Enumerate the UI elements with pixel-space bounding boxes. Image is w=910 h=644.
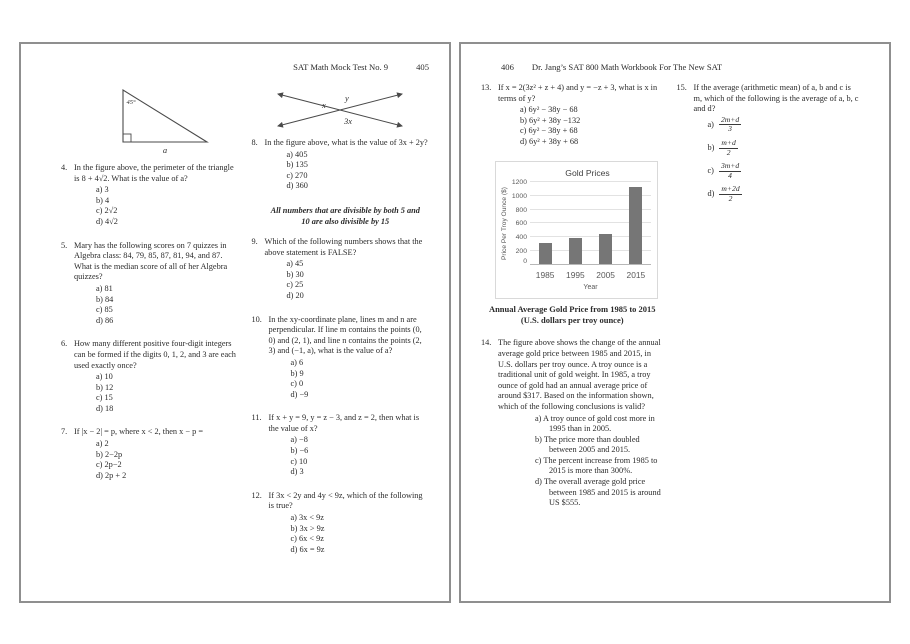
option-d: d) 6y² + 38y + 68 bbox=[520, 136, 579, 146]
option-c: c) 2p−2 bbox=[96, 460, 122, 470]
question-text: How many different positive four-digit integers can be formed if the digits 0, 1, 2, and 3 are each used exactly once? bbox=[74, 339, 236, 370]
question-14 bbox=[481, 338, 664, 509]
x-axis-title: Year bbox=[583, 283, 598, 291]
y-tick-label: 800 bbox=[515, 206, 527, 214]
right-page-column-1 bbox=[481, 83, 664, 522]
question-number: 5. bbox=[61, 240, 68, 250]
option-b: b) 135 bbox=[286, 160, 308, 170]
angle-y-label: y bbox=[345, 93, 350, 103]
option-a: a) 10 bbox=[96, 372, 113, 382]
fraction-denominator: 2 bbox=[728, 193, 733, 203]
x-tick-label: 2005 bbox=[596, 270, 615, 281]
question-5 bbox=[61, 241, 239, 327]
triangle-shape bbox=[123, 90, 207, 142]
question-number: 15. bbox=[676, 83, 687, 92]
chart-y-axis bbox=[510, 179, 530, 266]
bar-2005 bbox=[599, 234, 612, 264]
option-c: c) 15 bbox=[96, 393, 113, 403]
question-number: 10. bbox=[251, 314, 262, 324]
option-label: d) bbox=[707, 189, 715, 199]
option-a: a) 3x < 9z bbox=[290, 513, 324, 523]
options bbox=[74, 439, 239, 481]
option-c bbox=[694, 162, 860, 180]
option-a: a) 405 bbox=[286, 149, 308, 159]
chart-x-labels bbox=[530, 270, 651, 281]
fraction-denominator: 4 bbox=[728, 170, 732, 180]
bar-1985 bbox=[539, 243, 552, 265]
fraction-denominator: 3 bbox=[728, 124, 732, 134]
right-page-header bbox=[501, 62, 859, 72]
fraction-denominator: 2 bbox=[726, 147, 731, 157]
option-d: d) 6x = 9z bbox=[290, 544, 325, 554]
question-text: The figure above shows the change of the annual average gold price between 1985 and 2015, in U.S. dollars per troy ounce. A troy ounce is a traditional unit of gold weight. In 1985, a troy ounce of gold had an annual average price of around $317. Based on the information shown, which of the following conclusions is valid? bbox=[498, 338, 661, 411]
question-number: 14. bbox=[481, 338, 492, 348]
options bbox=[498, 414, 664, 509]
angle-x-label: x bbox=[322, 100, 327, 110]
option-label: a) bbox=[707, 119, 714, 129]
option-a: a) −8 bbox=[290, 435, 308, 445]
option-a: a) 6y² − 38y − 68 bbox=[520, 105, 578, 115]
option-d: d) 3 bbox=[290, 467, 304, 477]
option-d: d) 2p + 2 bbox=[96, 470, 127, 480]
question-number: 13. bbox=[481, 83, 492, 92]
fraction bbox=[719, 185, 741, 203]
question-text: If |x − 2| = p, where x < 2, then x − p = bbox=[74, 427, 204, 437]
option-c: c) 6y² − 38y + 68 bbox=[520, 126, 578, 136]
question-6 bbox=[61, 339, 239, 414]
options bbox=[269, 435, 430, 477]
question-number: 8. bbox=[251, 138, 258, 147]
question-9 bbox=[252, 237, 430, 302]
option-a: a) 2 bbox=[96, 439, 109, 449]
question-text: If the average (arithmetic mean) of a, b and c is m, which of the following is the average of a, b, c and d? bbox=[693, 83, 859, 114]
question-number: 7. bbox=[61, 427, 68, 437]
option-c: c) 270 bbox=[286, 170, 308, 180]
right-angle-mark bbox=[123, 134, 131, 142]
option-d: d) 20 bbox=[286, 290, 304, 300]
option-b: b) 9 bbox=[290, 368, 304, 378]
y-axis-title: Price Per Troy Ounce ($) bbox=[501, 187, 508, 261]
x-tick-label: 2015 bbox=[626, 270, 646, 281]
options bbox=[74, 185, 239, 227]
running-title: SAT Math Mock Test No. 9 bbox=[293, 62, 389, 72]
fraction-numerator: m+d bbox=[721, 137, 736, 147]
fraction-numerator: 3m+d bbox=[720, 161, 740, 171]
question-4 bbox=[61, 163, 239, 228]
option-d: d) 360 bbox=[286, 181, 308, 191]
right-page bbox=[459, 42, 891, 603]
option-b: b) 6y² + 38y −132 bbox=[520, 115, 581, 125]
question-text: Which of the following numbers shows that the above statement is FALSE? bbox=[264, 236, 423, 257]
page-number: 405 bbox=[416, 62, 429, 72]
x-tick-label: 1995 bbox=[566, 270, 585, 281]
y-tick-label: 400 bbox=[515, 233, 527, 241]
question-text: If x = 2(3z² + z + 4) and y = −z + 3, what is x in terms of y? bbox=[498, 83, 658, 103]
option-a: a) A troy ounce of gold cost more in 1995 than in 2005. bbox=[535, 413, 655, 434]
divisibility-statement: All numbers that are divisible by both 5 and 10 are also divisible by 15 bbox=[270, 205, 420, 226]
y-tick-label: 1200 bbox=[511, 179, 527, 187]
question-11 bbox=[252, 413, 430, 478]
options bbox=[269, 358, 430, 400]
question-text: If 3x < 2y and 4y < 9z, which of the following is true? bbox=[268, 490, 423, 511]
question-number: 12. bbox=[251, 490, 262, 500]
option-d: d) 18 bbox=[96, 403, 114, 413]
gold-prices-chart bbox=[495, 161, 658, 300]
option-a: a) 3 bbox=[96, 185, 109, 195]
fraction-numerator: m+2d bbox=[721, 184, 740, 194]
angle-3x-label: 3x bbox=[344, 116, 353, 126]
option-label: c) bbox=[707, 165, 714, 175]
y-tick-label: 0 bbox=[523, 258, 527, 266]
left-page-header bbox=[61, 62, 429, 72]
option-a bbox=[694, 116, 860, 134]
fraction bbox=[719, 162, 741, 180]
left-page bbox=[19, 42, 451, 603]
fraction bbox=[719, 116, 741, 134]
y-tick-label: 600 bbox=[515, 220, 527, 228]
question-13 bbox=[481, 83, 664, 148]
question-8 bbox=[252, 138, 430, 192]
option-b: b) The price more than doubled between 2005 and 2015. bbox=[535, 434, 640, 455]
question-number: 11. bbox=[251, 413, 262, 423]
bar-1995 bbox=[569, 238, 582, 264]
left-page-column-2 bbox=[252, 83, 430, 568]
question-10 bbox=[252, 315, 430, 401]
option-b: b) 4 bbox=[96, 195, 110, 205]
question-7 bbox=[61, 427, 239, 481]
question-number: 9. bbox=[251, 236, 258, 246]
option-c: c) 25 bbox=[286, 280, 304, 290]
x-tick-label: 1985 bbox=[535, 270, 555, 281]
option-c: c) The percent increase from 1985 to 2015 is more than 300%. bbox=[535, 455, 658, 476]
option-b bbox=[694, 139, 860, 157]
fraction bbox=[719, 139, 737, 157]
y-tick-label: 200 bbox=[515, 247, 527, 255]
option-c: c) 0 bbox=[290, 379, 304, 389]
question-number: 6. bbox=[61, 339, 68, 349]
options bbox=[269, 513, 430, 555]
question-text: Mary has the following scores on 7 quizzes in Algebra class: 84, 79, 85, 87, 81, 94, and 87. What is the median score of all of her Algebra quizzes? bbox=[74, 240, 228, 282]
options bbox=[74, 284, 239, 326]
option-d bbox=[694, 185, 860, 203]
base-label: a bbox=[162, 145, 167, 155]
option-c: c) 2√2 bbox=[96, 206, 118, 216]
left-page-column-1 bbox=[61, 83, 239, 568]
angle-label: 45° bbox=[126, 99, 136, 106]
options bbox=[265, 150, 430, 192]
options bbox=[694, 116, 860, 204]
options bbox=[265, 259, 430, 301]
option-a: a) 6 bbox=[290, 357, 304, 367]
question-text: If x + y = 9, y = z − 3, and z = 2, then what is the value of x? bbox=[268, 413, 420, 433]
question-12 bbox=[252, 491, 430, 556]
question-text: In the xy-coordinate plane, lines m and n are perpendicular. If line m contains the points (0, 0) and (2, 1), and line n contains the points (2, 3) and (−1, a), what is the value of a? bbox=[268, 314, 422, 356]
option-b: b) 84 bbox=[96, 294, 114, 304]
option-d: d) The overall average gold price between 1985 and 2015 is around US $555. bbox=[535, 477, 661, 508]
question-15 bbox=[677, 83, 860, 209]
option-c: c) 6x < 9z bbox=[290, 534, 324, 544]
option-label: b) bbox=[707, 142, 715, 152]
triangle-figure bbox=[85, 84, 215, 156]
option-c: c) 85 bbox=[96, 305, 113, 315]
right-page-column-2 bbox=[677, 83, 860, 522]
question-text: In the figure above, the perimeter of the triangle is 8 + 4√2. What is the value of a? bbox=[74, 163, 234, 183]
option-b: b) 30 bbox=[286, 269, 304, 279]
option-b: b) 2−2p bbox=[96, 449, 123, 459]
crossing-lines-figure bbox=[265, 83, 415, 135]
bar-2015 bbox=[629, 187, 642, 264]
options bbox=[498, 105, 664, 147]
question-text: In the figure above, what is the value of 3x + 2y? bbox=[264, 138, 428, 147]
question-number: 4. bbox=[61, 163, 68, 172]
chart-plot bbox=[530, 183, 651, 265]
option-d: d) 4√2 bbox=[96, 216, 118, 226]
options bbox=[74, 372, 239, 414]
fraction-numerator: 2m+d bbox=[720, 114, 740, 124]
option-a: a) 45 bbox=[286, 259, 304, 269]
chart-caption: Annual Average Gold Price from 1985 to 2015 (U.S. dollars per troy ounce) bbox=[488, 304, 656, 326]
running-title: Dr. Jang’s SAT 800 Math Workbook For The New SAT bbox=[531, 62, 723, 72]
option-b: b) −6 bbox=[290, 446, 309, 456]
option-b: b) 3x > 9z bbox=[290, 523, 325, 533]
y-tick-label: 1000 bbox=[511, 192, 527, 200]
option-a: a) 81 bbox=[96, 283, 113, 293]
option-d: d) −9 bbox=[290, 389, 309, 399]
page-number: 406 bbox=[501, 62, 514, 72]
chart-title: Gold Prices bbox=[565, 167, 610, 178]
option-d: d) 86 bbox=[96, 315, 114, 325]
bars bbox=[530, 183, 651, 264]
option-b: b) 12 bbox=[96, 382, 114, 392]
option-c: c) 10 bbox=[290, 456, 308, 466]
gridline bbox=[530, 181, 651, 182]
